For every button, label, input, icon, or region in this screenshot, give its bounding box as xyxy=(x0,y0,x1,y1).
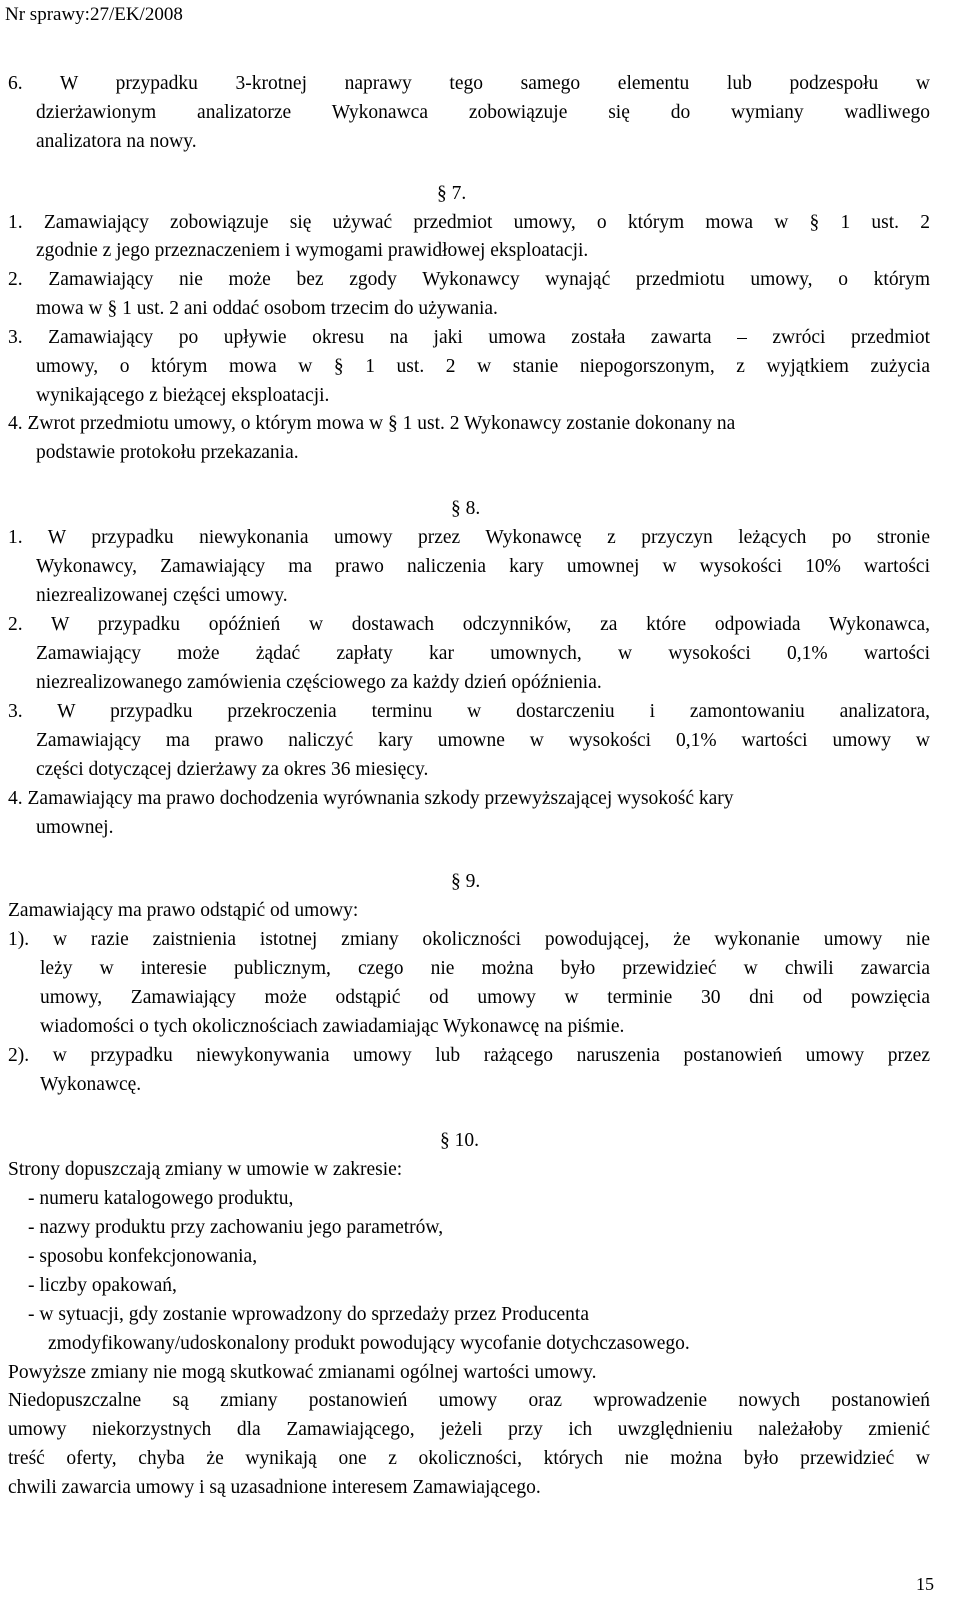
s8-line-4: 2. W przypadku opóźnień w dostawach odczynników, za które odpowiada Wykonawca, xyxy=(8,614,930,635)
s10-line-6: - w sytuacji, gdy zostanie wprowadzony do sprzedaży przez Producenta xyxy=(28,1304,589,1325)
s10-line-5: - liczby opakowań, xyxy=(28,1275,177,1296)
s9-line-1: Zamawiający ma prawo odstąpić od umowy: xyxy=(8,900,359,921)
s9-line-7: Wykonawcę. xyxy=(40,1074,142,1095)
s10-line-9: Niedopuszczalne są zmiany postanowień umowy oraz wprowadzenie nowych postanowień xyxy=(8,1390,930,1411)
section8-heading: § 8. xyxy=(451,498,481,519)
s8-line-5: Zamawiający może żądać zapłaty kar umownych, w wysokości 0,1% wartości xyxy=(36,643,930,664)
item6-line-3: analizatora na nowy. xyxy=(36,131,197,152)
s7-line-3: 2. Zamawiający nie może bez zgody Wykonawcy wynająć przedmiotu umowy, o którym xyxy=(8,269,930,290)
s7-line-2: zgodnie z jego przeznaczeniem i wymogami prawidłowej eksploatacji. xyxy=(36,240,589,261)
s7-line-9: podstawie protokołu przekazania. xyxy=(36,442,299,463)
s9-line-3: leży w interesie publicznym, czego nie można było przewidzieć w chwili zawarcia xyxy=(40,958,930,979)
s8-line-1: 1. W przypadku niewykonania umowy przez Wykonawcę z przyczyn leżących po stronie xyxy=(8,527,930,548)
s7-line-5: 3. Zamawiający po upływie okresu na jaki umowa została zawarta – zwróci przedmiot xyxy=(8,327,930,348)
s10-line-11: treść oferty, chyba że wynikają one z okoliczności, których nie można było przewidzieć w xyxy=(8,1448,930,1469)
s8-line-11: umownej. xyxy=(36,817,114,838)
s10-line-10: umowy niekorzystnych dla Zamawiającego, jeżeli przy ich uwzględnieniu należałoby zmienić xyxy=(8,1419,930,1440)
s10-line-4: - sposobu konfekcjonowania, xyxy=(28,1246,258,1267)
s8-line-10: 4. Zamawiający ma prawo dochodzenia wyrównania szkody przewyższającej wysokość kary xyxy=(8,788,734,809)
section10-heading: § 10. xyxy=(440,1130,479,1151)
section7-heading: § 7. xyxy=(437,183,467,204)
s7-line-4: mowa w § 1 ust. 2 ani oddać osobom trzecim do używania. xyxy=(36,298,498,319)
s8-line-7: 3. W przypadku przekroczenia terminu w dostarczeniu i zamontowaniu analizatora, xyxy=(8,701,930,722)
item6-line-1: 6. W przypadku 3-krotnej naprawy tego samego elementu lub podzespołu w xyxy=(8,73,930,94)
s7-line-1: 1. Zamawiający zobowiązuje się używać przedmiot umowy, o którym mowa w § 1 ust. 2 xyxy=(8,212,930,233)
s8-line-2: Wykonawcy, Zamawiający ma prawo naliczenia kary umownej w wysokości 10% wartości xyxy=(36,556,930,577)
s10-line-8: Powyższe zmiany nie mogą skutkować zmianami ogólnej wartości umowy. xyxy=(8,1362,597,1383)
section9-heading: § 9. xyxy=(451,871,481,892)
s10-line-12: chwili zawarcia umowy i są uzasadnione interesem Zamawiającego. xyxy=(8,1477,541,1498)
page-number: 15 xyxy=(916,1574,934,1594)
s7-line-8: 4. Zwrot przedmiotu umowy, o którym mowa w § 1 ust. 2 Wykonawcy zostanie dokonany na xyxy=(8,413,736,434)
s8-line-3: niezrealizowanej części umowy. xyxy=(36,585,288,606)
item6-line-2: dzierżawionym analizatorze Wykonawca zobowiązuje się do wymiany wadliwego xyxy=(36,102,930,123)
s10-line-1: Strony dopuszczają zmiany w umowie w zakresie: xyxy=(8,1159,403,1180)
s7-line-6: umowy, o którym mowa w § 1 ust. 2 w stanie niepogorszonym, z wyjątkiem zużycia xyxy=(36,356,930,377)
s9-line-6: 2). w przypadku niewykonywania umowy lub rażącego naruszenia postanowień umowy przez xyxy=(8,1045,930,1066)
s8-line-8: Zamawiający ma prawo naliczyć kary umowne w wysokości 0,1% wartości umowy w xyxy=(36,730,930,751)
s9-line-2: 1). w razie zaistnienia istotnej zmiany okoliczności powodującej, że wykonanie umowy nie xyxy=(8,929,930,950)
s8-line-6: niezrealizowanego zamówienia częściowego za każdy dzień opóźnienia. xyxy=(36,672,602,693)
s9-line-5: wiadomości o tych okolicznościach zawiadamiając Wykonawcę na piśmie. xyxy=(40,1016,625,1037)
s10-line-7: zmodyfikowany/udoskonalony produkt powodujący wycofanie dotychczasowego. xyxy=(48,1333,690,1354)
case-number: Nr sprawy:27/EK/2008 xyxy=(5,4,183,25)
s8-line-9: części dotyczącej dzierżawy za okres 36 miesięcy. xyxy=(36,759,429,780)
s10-line-2: - numeru katalogowego produktu, xyxy=(28,1188,294,1209)
s7-line-7: wynikającego z bieżącej eksploatacji. xyxy=(36,385,330,406)
s10-line-3: - nazwy produktu przy zachowaniu jego parametrów, xyxy=(28,1217,444,1238)
s9-line-4: umowy, Zamawiający może odstąpić od umowy w terminie 30 dni od powzięcia xyxy=(40,987,930,1008)
